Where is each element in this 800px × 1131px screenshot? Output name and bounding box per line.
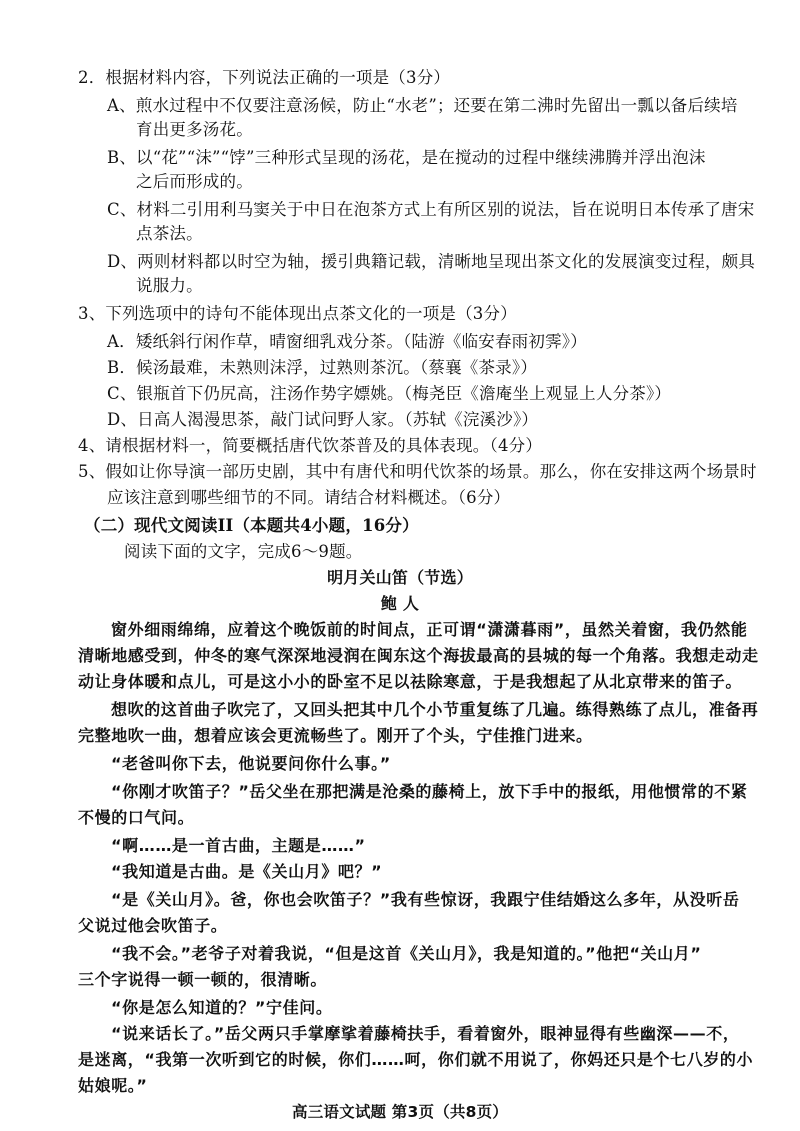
q3-stem: 3、下列选项中的诗句不能体现出点茶文化的一项是（3分）: [78, 304, 517, 323]
article-p10-line2: 是迷离，“我第一次听到它的时候，你们……呵，你们就不用说了，你妈还只是个七八岁的小: [78, 1050, 754, 1069]
article-p4-line1: “你刚才吹笛子？”岳父坐在那把满是沧桑的藤椅上，放下手中的报纸，用他惯常的不紧: [111, 782, 748, 801]
article-p1-line3: 动让身体暖和点儿，可是这小小的卧室不足以祛除寒意，于是我想起了从北京带来的笛子。: [78, 672, 743, 691]
q5-line1: 5、假如让你导演一部历史剧，其中有唐代和明代饮茶的场景。那么，你在安排这两个场景时: [78, 462, 757, 481]
article-p6: “我知道是古曲。是《关山月》吧？”: [111, 862, 383, 881]
article-title: 明月关山笛（节选）: [327, 568, 473, 587]
q2-option-b-line2: 之后而形成的。: [136, 172, 253, 191]
article-p8-line2: 三个字说得一顿一顿的，很清晰。: [78, 970, 328, 989]
q2-option-d-line2: 说服力。: [136, 276, 203, 295]
q5-line2: 应该注意到哪些细节的不同。请结合材料概述。（6分）: [107, 488, 511, 507]
q2-option-a-line2: 育出更多汤花。: [136, 120, 253, 139]
page-footer: 高三语文试题 第3页（共8页）: [292, 1103, 508, 1121]
q3-option-b: B．候汤最难，未熟则沫浮，过熟则茶沉。（蔡襄《茶录》）: [107, 358, 538, 377]
section-heading: （二）现代文阅读II（本题共4小题，16分）: [84, 516, 419, 535]
article-p2-line1: 想吹的这首曲子吹完了，又回头把其中几个小节重复练了几遍。练得熟练了点儿，准备再: [111, 700, 759, 719]
article-p1-line2: 清晰地感受到，仲冬的寒气深深地浸润在闽东这个海拔最高的县城的每一个角落。我想走动走: [78, 646, 759, 665]
q2-option-d-line1: D、两则材料都以时空为轴，援引典籍记载，清晰地呈现出茶文化的发展演变过程，颇具: [107, 252, 756, 271]
article-p2-line2: 完整地吹一曲，想着应该会更流畅些了。刚开了个头，宁佳推门进来。: [78, 726, 593, 745]
q3-option-d: D、日高人渴漫思茶，敲门试问野人家。（苏轼《浣溪沙》）: [107, 410, 539, 429]
q2-option-c-line2: 点茶法。: [136, 224, 203, 243]
q4-stem: 4、请根据材料一，简要概括唐代饮茶普及的具体表现。（4分）: [78, 436, 543, 455]
article-p9: “你是怎么知道的？”宁佳问。: [111, 998, 333, 1017]
article-p7-line1: “是《关山月》。爸，你也会吹笛子？”我有些惊讶，我跟宁佳结婚这么多年，从没听岳: [111, 890, 740, 909]
q2-option-b-line1: B、以“花”“沫”“饽”三种形式呈现的汤花，是在搅动的过程中继续沸腾并浮出泡沫: [107, 148, 706, 167]
article-p10-line3: 姑娘呢。”: [78, 1076, 148, 1095]
q2-stem: 2．根据材料内容，下列说法正确的一项是（3分）: [78, 68, 451, 87]
article-p8-line1: “我不会。”老爷子对着我说，“但是这首《关山月》，我是知道的。”他把“关山月”: [111, 944, 702, 963]
q2-option-c-line1: C、材料二引用利马窦关于中日在泡茶方式上有所区别的说法，旨在说明日本传承了唐宋: [107, 200, 755, 219]
q3-option-c: C、银瓶首下仍尻高，注汤作势字嫖姚。（梅尧臣《澹庵坐上观显上人分茶》）: [107, 384, 672, 403]
q2-option-a-line1: A、煎水过程中不仅要注意汤候，防止“水老”；还要在第二沸时先留出一瓢以备后续培: [107, 96, 738, 115]
article-p1-line1: 窗外细雨绵绵，应着这个晚饭前的时间点，正可谓“潇潇暮雨”，虽然关着窗，我仍然能: [111, 620, 748, 639]
article-p10-line1: “说来话长了。”岳父两只手掌摩挲着藤椅扶手，看着窗外，眼神显得有些幽深——不，: [111, 1024, 740, 1043]
article-p7-line2: 父说过他会吹笛子。: [78, 916, 228, 935]
article-p3: “老爸叫你下去，他说要问你什么事。”: [111, 754, 391, 773]
article-author: 鲍 人: [380, 594, 420, 613]
q3-option-a: A．矮纸斜行闲作草，晴窗细乳戏分茶。（陆游《临安春雨初霁》）: [107, 332, 587, 351]
article-p5: “啊……是一首古曲，主题是……”: [111, 836, 366, 855]
article-p4-line2: 不慢的口气问。: [78, 808, 195, 827]
section-instruction: 阅读下面的文字，完成6～9题。: [124, 542, 363, 561]
